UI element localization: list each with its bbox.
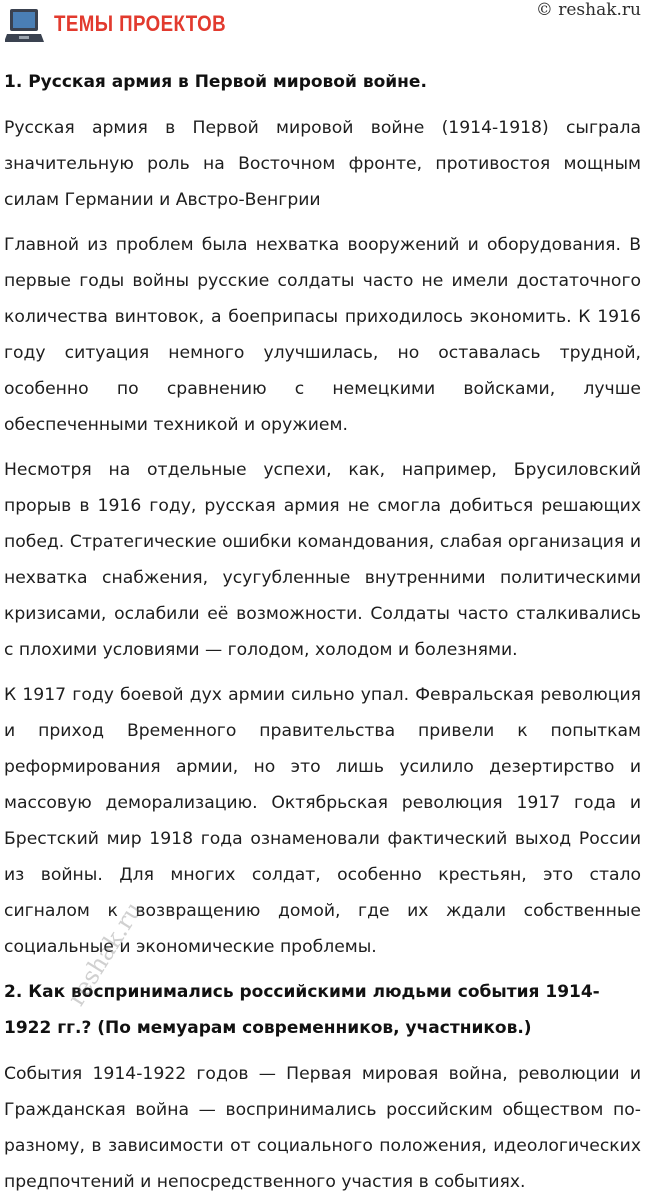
- section-1-paragraph-3: Несмотря на отдельные успехи, как, например, Брусиловский прорыв в 1916 году, русская армия не смогла добиться решающих побед. Стратегические ошибки командования, слабая организация и нехватка снабжения, усугубленные внутренними политическими кризисами, ослабили её возможности. Солдаты часто сталкивались с плохими условиями — голодом, холодом и болезнями.: [4, 460, 641, 660]
- section-2-heading: 2. Как воспринимались российскими людьми события 1914-1922 гг.? (По мемуарам современников, участников.): [4, 982, 600, 1038]
- copyright: © reshak.ru: [535, 0, 641, 20]
- watermark: reshak.ru: [62, 896, 148, 1011]
- section-1-heading: 1. Русская армия в Первой мировой войне.: [4, 72, 427, 92]
- article: [0, 64, 645, 1200]
- laptop-icon: [5, 6, 45, 46]
- section-1-paragraph-1: Русская армия в Первой мировой войне (1914-1918) сыграла значительную роль на Восточном фронте, противостоя мощным силам Германии и Австро-Венгрии: [4, 118, 641, 210]
- section-1-paragraph-2: Главной из проблем была нехватка вооружений и оборудования. В первые годы войны русские солдаты часто не имели достаточного количества винтовок, а боеприпасы приходилось экономить. К 1916 году ситуация немного улучшилась, но оставалась трудной, особенно по сравнению с немецкими войсками, лучше обеспеченными техникой и оружием.: [4, 235, 641, 435]
- section-1-paragraph-4: К 1917 году боевой дух армии сильно упал. Февральская революция и приход Временного правительства привели к попыткам реформирования армии, но это лишь усилило дезертирство и массовую деморализацию. Октябрьская революция 1917 года и Брестский мир 1918 года ознаменовали фактический выход России из войны. Для многих солдат, особенно крестьян, это стало сигналом к возвращению домой, где их ждали собственные социальные и экономические проблемы.: [4, 685, 641, 957]
- page-header: [0, 0, 645, 56]
- section-2-paragraph-1: События 1914-1922 годов — Первая мировая война, революции и Гражданская война — воспринимались российским обществом по-разному, в зависимости от социального положения, идеологических предпочтений и непосредственного участия в событиях.: [4, 1064, 641, 1192]
- logo-text[interactable]: ТЕМЫ ПРОЕКТОВ: [54, 11, 227, 36]
